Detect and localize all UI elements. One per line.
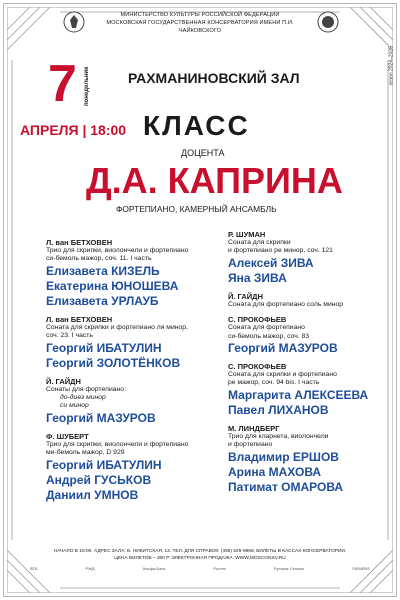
work-title: Трио для кларнета, виолончели: [228, 432, 329, 440]
performer-name: Екатерина ЮНОШЕВА: [46, 278, 179, 293]
work-title: Соната для фортепиано соль минор: [228, 300, 344, 308]
work-title: соч. 23. I часть: [46, 332, 93, 340]
performer-name: Патимат ОМАРОВА: [228, 479, 344, 494]
performer-name: Владимир ЕРШОВ: [228, 449, 339, 464]
header-institutions: [90, 11, 310, 35]
performer-name: Георгий ИБАТУЛИН: [46, 457, 162, 472]
concert-title: КЛАСС: [143, 110, 250, 141]
performer-name: Георгий МАЗУРОВ: [46, 410, 156, 425]
performer-name: Яна ЗИВА: [228, 270, 287, 285]
composer: С. ПРОКОФЬЕВ: [228, 362, 287, 372]
performer-name: Арина МАХОВА: [228, 464, 322, 479]
performer-name: Андрей ГУСЬКОВ: [46, 472, 152, 487]
composer: С. ПРОКОФЬЕВ: [228, 315, 287, 325]
composer: Й. ГАЙДН: [46, 376, 81, 386]
performer-name: Павел ЛИХАНОВ: [228, 402, 329, 417]
season-label: сезон 2024–2025: [388, 46, 394, 86]
work-title: си-бемоль мажор, соч. 11. I часть: [46, 255, 152, 263]
performer-name: Маргарита АЛЕКСЕЕВА: [228, 387, 369, 402]
specialty: ФОРТЕПИАНО, КАМЕРНЫЙ АНСАМБЛЬ: [116, 204, 277, 214]
sponsor-logo: Альфа-Банк: [142, 566, 166, 571]
work-title: Трио для скрипки, виолончели и фортепиано: [46, 247, 189, 254]
performer-name: Даниил УМНОВ: [46, 487, 139, 502]
performer-name: Елизавета КИЗЕЛЬ: [46, 263, 160, 278]
performer-name: Елизавета УРЛАУБ: [46, 293, 159, 308]
work-title: Соната для фортепиано: [228, 324, 305, 332]
composer: М. ЛИНДБЕРГ: [228, 423, 280, 433]
program-right-column: [228, 230, 393, 495]
teacher-name: Д.А. КАПРИНА: [86, 160, 343, 201]
footer-line-1: НАЧАЛО В 18:00. АДРЕС ЗАЛА: Б. НИКИТСКАЯ, 13. ТЕЛ. ДЛЯ СПРАВОК: (495) 629-9968. БИЛЕТЫ В КАССАХ КОНСЕРВАТОРИИ.: [53, 549, 347, 554]
conservatory-emblem-icon: [316, 10, 340, 34]
performer-name: Алексей ЗИВА: [228, 255, 314, 270]
work-title: ми-бемоль мажор, D 929: [46, 449, 125, 457]
event-weekday: понедельник: [84, 66, 90, 106]
event-day: 7: [48, 55, 77, 113]
composer: Й. ГАЙДН: [228, 291, 263, 301]
work-title: Сонаты для фортепиано:: [46, 385, 126, 393]
sponsor-logos: [30, 566, 370, 571]
conservatory-name: МОСКОВСКАЯ ГОСУДАРСТВЕННАЯ КОНСЕРВАТОРИЯ ИМЕНИ П.И. ЧАЙКОВСКОГО: [106, 20, 294, 34]
event-month-time: АПРЕЛЯ | 18:00: [20, 122, 127, 138]
sponsor-logo: РЖД: [85, 566, 95, 571]
work-title: Соната для скрипки: [228, 239, 291, 246]
footer-info: [0, 548, 400, 562]
work-title: и фортепиано ре минор, соч. 121: [228, 247, 333, 255]
work-title: си-бемоль мажор, соч. 83: [228, 332, 310, 340]
work-title: Соната для скрипки и фортепиано ля минор,: [46, 323, 188, 331]
work-title: ре мажор, соч. 94 bis. I часть: [228, 379, 320, 387]
composer: Ф. ШУБЕРТ: [46, 431, 89, 441]
program-left-column: [46, 238, 216, 503]
hall-name: РАХМАНИНОВСКИЙ ЗАЛ: [128, 70, 300, 86]
concert-subtitle: ДОЦЕНТА: [181, 148, 225, 158]
work-item: си минор: [60, 402, 89, 410]
work-title: и фортепиано: [228, 441, 273, 449]
ministry-emblem-icon: [62, 10, 86, 34]
work-item: до-диез минор: [60, 394, 106, 402]
footer-line-2: ЦЕНА БИЛЕТОВ – 300 Р. ЭЛЕКТРОННАЯ ПРОДАЖА: WWW.MOSCONSV.RU: [114, 556, 286, 561]
performer-name: Георгий ИБАТУЛИН: [46, 340, 162, 355]
composer: Л. ван БЕТХОВЕН: [46, 314, 113, 324]
composer: Р. ШУМАН: [228, 230, 266, 239]
work-title: Трио для скрипки, виолончели и фортепиано: [46, 440, 189, 448]
composer: Л. ван БЕТХОВЕН: [46, 238, 113, 247]
sponsor-logo: SIEMENS: [351, 566, 370, 571]
ministry-name: МИНИСТЕРСТВО КУЛЬТУРЫ РОССИЙСКОЙ ФЕДЕРАЦИИ: [120, 12, 280, 18]
performer-name: Георгий ЗОЛОТЁНКОВ: [46, 355, 181, 370]
sponsor-logo: ВТБ: [30, 566, 38, 571]
sponsor-logo: Русские Сезоны: [273, 566, 304, 571]
sponsor-logo: Ростех: [213, 566, 226, 571]
work-title: Соната для скрипки и фортепиано: [228, 371, 337, 379]
performer-name: Георгий МАЗУРОВ: [228, 341, 338, 356]
